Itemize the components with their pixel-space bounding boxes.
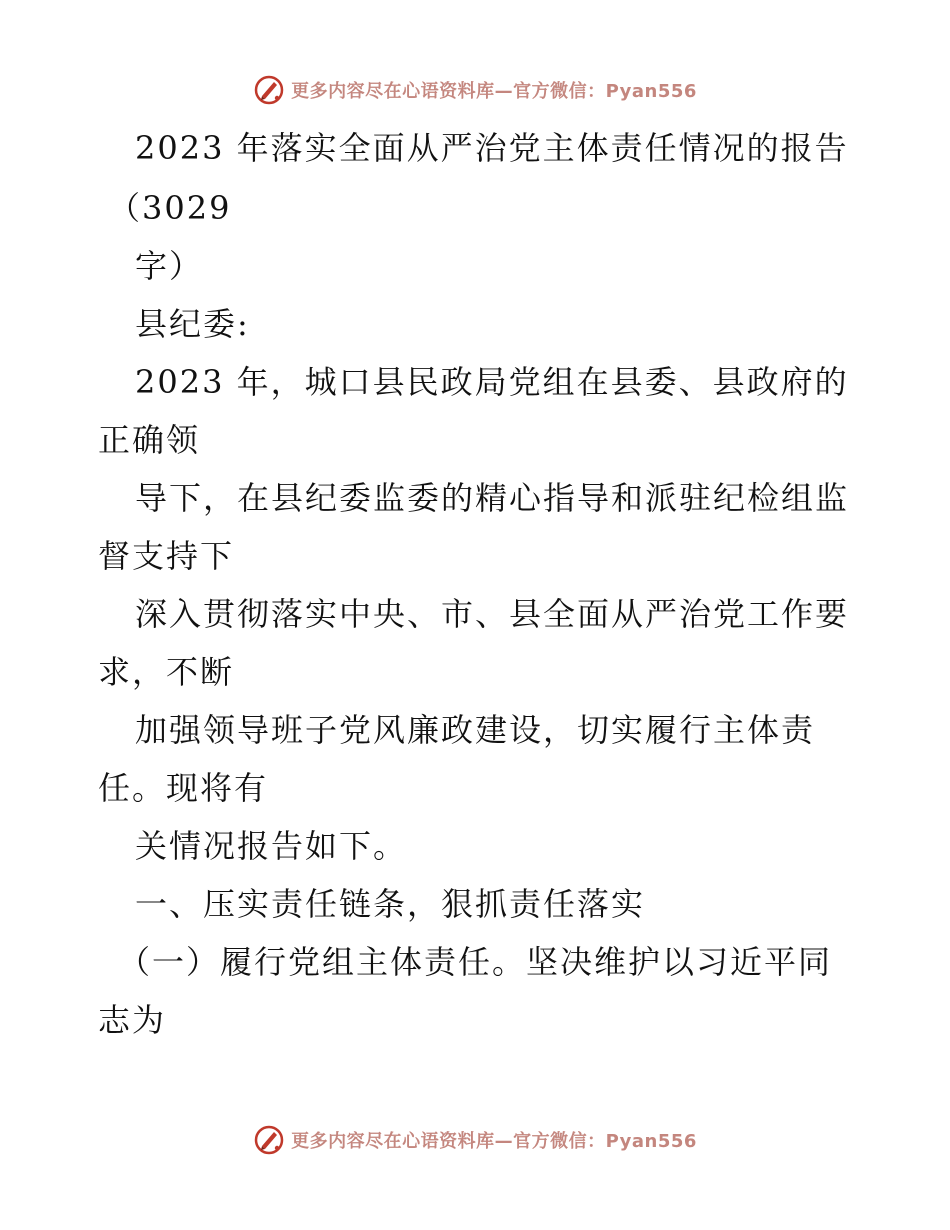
title-wordcount: （3029: [108, 189, 232, 227]
paragraph-line: 关情况报告如下。: [135, 827, 408, 865]
paragraph-line: 督支持下: [98, 537, 235, 575]
title-wordcount-end: 字）: [135, 247, 204, 285]
watermark-text: 更多内容尽在心语资料库—官方微信：Pyan556: [291, 1131, 697, 1152]
watermark-text: 更多内容尽在心语资料库—官方微信：Pyan556: [291, 81, 697, 102]
paragraph-line: 任。现将有: [98, 769, 269, 807]
paragraph-line: 导下，在县纪委监委的精心指导和派驻纪检组监: [135, 479, 850, 517]
paragraph-line: 2023 年，城口县民政局党组在县委、县政府的: [135, 363, 849, 401]
pen-logo-icon: [253, 1124, 285, 1156]
paragraph-line: 加强领导班子党风廉政建设，切实履行主体责: [135, 711, 816, 749]
paragraph-line: 深入贯彻落实中央、市、县全面从严治党工作要: [135, 595, 850, 633]
document-title: 2023 年落实全面从严治党主体责任情况的报告: [135, 129, 849, 167]
section-heading: 一、压实责任链条，狠抓责任落实: [135, 885, 646, 923]
paragraph-line: 正确领: [98, 421, 201, 459]
paragraph-line: 志为: [98, 1001, 167, 1039]
footer-watermark: [0, 1120, 950, 1160]
paragraph-line: 求，不断: [98, 653, 235, 691]
pen-logo-icon: [253, 74, 285, 106]
salutation: 县纪委:: [135, 305, 250, 343]
subsection-line: （一）履行党组主体责任。坚决维护以习近平同: [118, 943, 833, 981]
header-watermark: [0, 70, 950, 110]
